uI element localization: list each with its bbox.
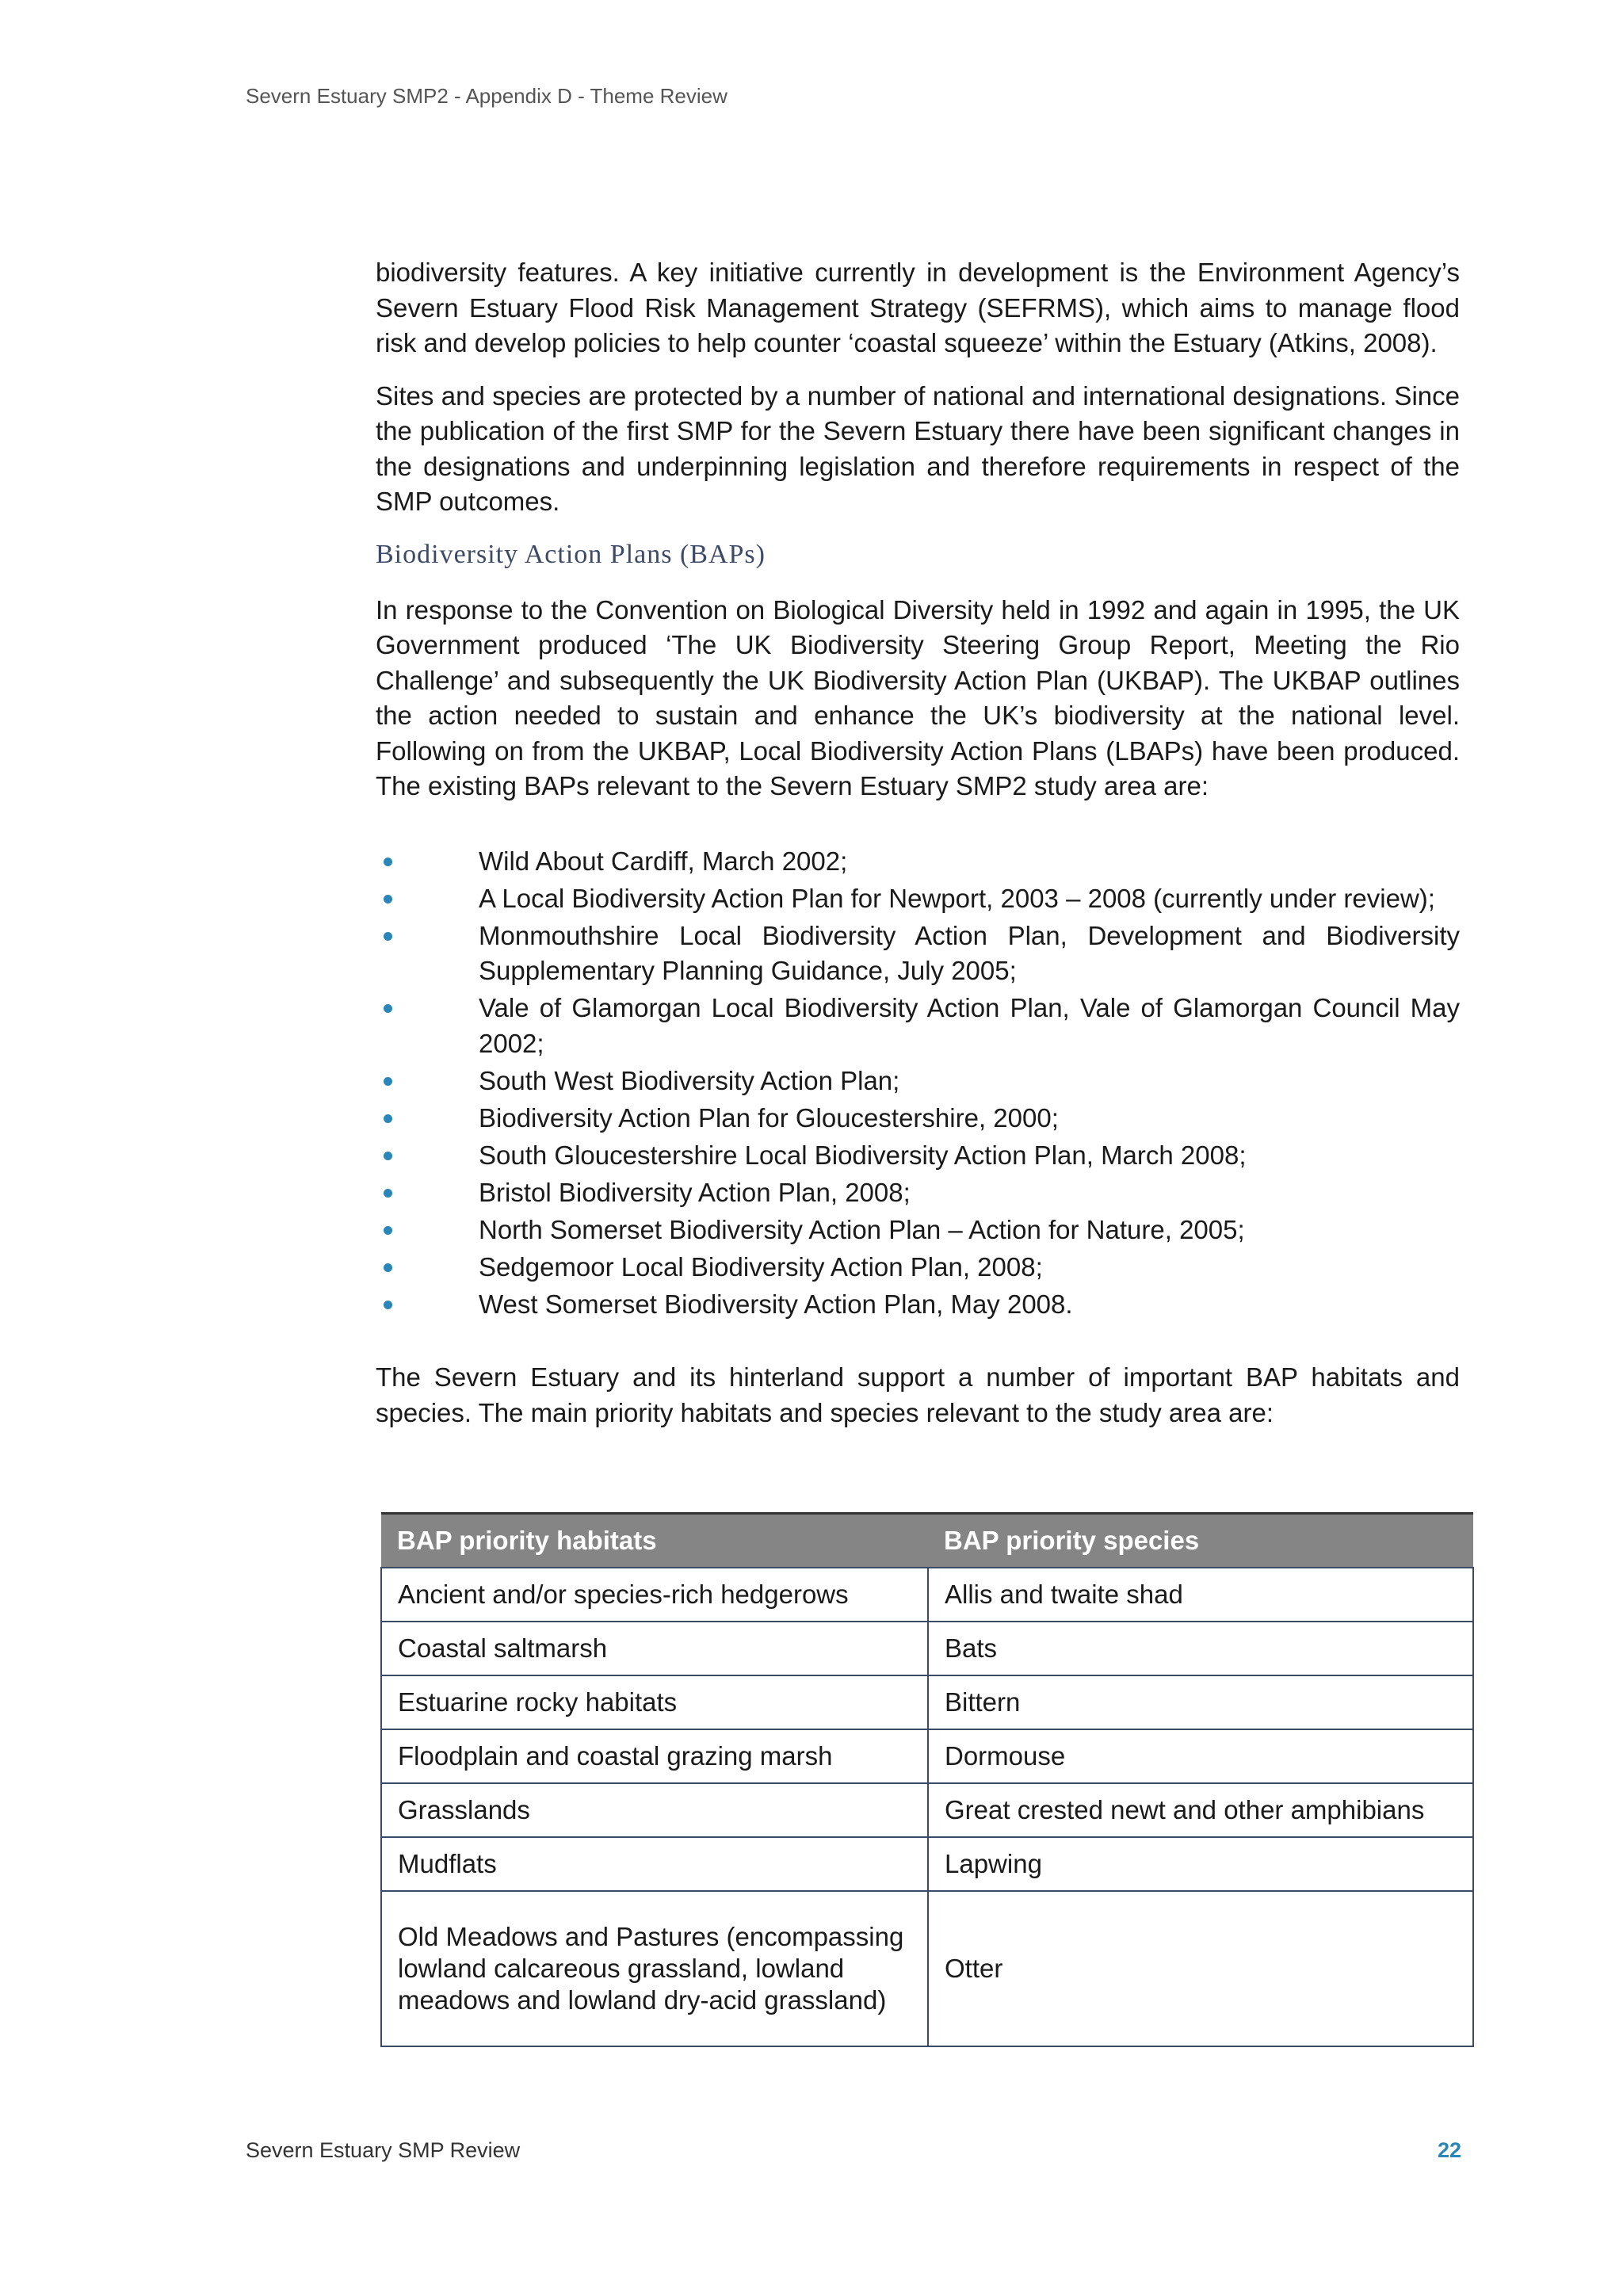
bap-priority-table (380, 1512, 1474, 2047)
paragraph-bap-intro: In response to the Convention on Biological Diversity held in 1992 and again in 1995, the UK Government produced ‘The UK Biodiversity Steering Group Report, Meeting the Rio Challenge’ and subsequently the UK Biodiversity Action Plan (UKBAP). The UKBAP outlines the action needed to sustain and enhance the UK’s biodiversity at the national level. Following on from the UKBAP, Local Biodiversity Action Plans (LBAPs) have been produced. The existing BAPs relevant to the Severn Estuary SMP2 study area are: (376, 594, 1460, 800)
running-footer: Severn Estuary SMP Review (246, 2138, 521, 2162)
list-item: Wild About Cardiff, March 2002; (376, 844, 1460, 880)
table-row (381, 1568, 1473, 1622)
bap-list (376, 844, 1460, 1323)
list-item: Vale of Glamorgan Local Biodiversity Action Plan, Vale of Glamorgan Council May 2002; (376, 991, 1460, 1061)
habitat-cell: Floodplain and coastal grazing marsh (381, 1729, 928, 1783)
species-cell: Otter (928, 1891, 1473, 2046)
bullet-icon (384, 858, 392, 866)
paragraph-designations: Sites and species are protected by a number of national and international designations. Since the publication of the first SMP for the Severn Estuary there have been significant changes in the designations and underpinning legislation and therefore requirements in respect of the SMP outcomes. (376, 380, 1460, 516)
list-item: North Somerset Biodiversity Action Plan – Action for Nature, 2005; (376, 1213, 1460, 1248)
table-row (381, 1891, 1473, 2046)
bullet-icon (384, 1263, 392, 1272)
main-content (376, 255, 1460, 1448)
species-cell: Bittern (928, 1675, 1473, 1729)
habitat-cell: Ancient and/or species-rich hedgerows (381, 1568, 928, 1622)
bullet-icon (384, 1301, 392, 1309)
list-item: West Somerset Biodiversity Action Plan, May 2008. (376, 1287, 1460, 1323)
bullet-icon (384, 1226, 392, 1235)
habitat-cell: Old Meadows and Pastures (encompassing lowland calcareous grassland, lowland meadows and lowland dry-acid grassland) (381, 1891, 928, 2046)
habitat-cell: Grasslands (381, 1783, 928, 1837)
table-header-row (381, 1514, 1473, 1568)
list-item: South Gloucestershire Local Biodiversity Action Plan, March 2008; (376, 1138, 1460, 1174)
table-row (381, 1837, 1473, 1891)
bullet-icon (384, 895, 392, 904)
bullet-icon (384, 1004, 392, 1013)
list-item: Monmouthshire Local Biodiversity Action Plan, Development and Biodiversity Supplementary Planning Guidance, July 2005; (376, 919, 1460, 989)
bullet-icon (384, 1152, 392, 1160)
habitat-cell: Coastal saltmarsh (381, 1622, 928, 1675)
table-row (381, 1675, 1473, 1729)
species-cell: Bats (928, 1622, 1473, 1675)
bullet-icon (384, 1189, 392, 1198)
list-item: Biodiversity Action Plan for Gloucestershire, 2000; (376, 1101, 1460, 1137)
list-item: Bristol Biodiversity Action Plan, 2008; (376, 1175, 1460, 1211)
list-item: South West Biodiversity Action Plan; (376, 1064, 1460, 1099)
column-header-species: BAP priority species (928, 1514, 1473, 1568)
table-row (381, 1622, 1473, 1675)
table-row (381, 1729, 1473, 1783)
paragraph-table-intro: The Severn Estuary and its hinterland support a number of important BAP habitats and species. The main priority habitats and species relevant to the study area are: (376, 1362, 1460, 1427)
page-number: 22 (1437, 2138, 1461, 2162)
species-cell: Dormouse (928, 1729, 1473, 1783)
table-row (381, 1783, 1473, 1837)
section-heading-baps: Biodiversity Action Plans (BAPs) (376, 539, 766, 569)
habitat-cell: Estuarine rocky habitats (381, 1675, 928, 1729)
species-cell: Allis and twaite shad (928, 1568, 1473, 1622)
list-item: Sedgemoor Local Biodiversity Action Plan, 2008; (376, 1250, 1460, 1286)
species-cell: Great crested newt and other amphibians (928, 1783, 1473, 1837)
list-item: A Local Biodiversity Action Plan for Newport, 2003 – 2008 (currently under review); (376, 881, 1460, 917)
column-header-habitats: BAP priority habitats (381, 1514, 928, 1568)
species-cell: Lapwing (928, 1837, 1473, 1891)
bullet-icon (384, 1077, 392, 1086)
running-header: Severn Estuary SMP2 - Appendix D - Theme Review (246, 84, 727, 108)
bullet-icon (384, 1114, 392, 1123)
habitat-cell: Mudflats (381, 1837, 928, 1891)
bullet-icon (384, 932, 392, 941)
paragraph-sefrms: biodiversity features. A key initiative currently in development is the Environment Agency’s Severn Estuary Flood Risk Management Strategy (SEFRMS), which aims to manage flood risk and develop policies to help counter ‘coastal squeeze’ within the Estuary (Atkins, 2008). (376, 258, 1460, 357)
